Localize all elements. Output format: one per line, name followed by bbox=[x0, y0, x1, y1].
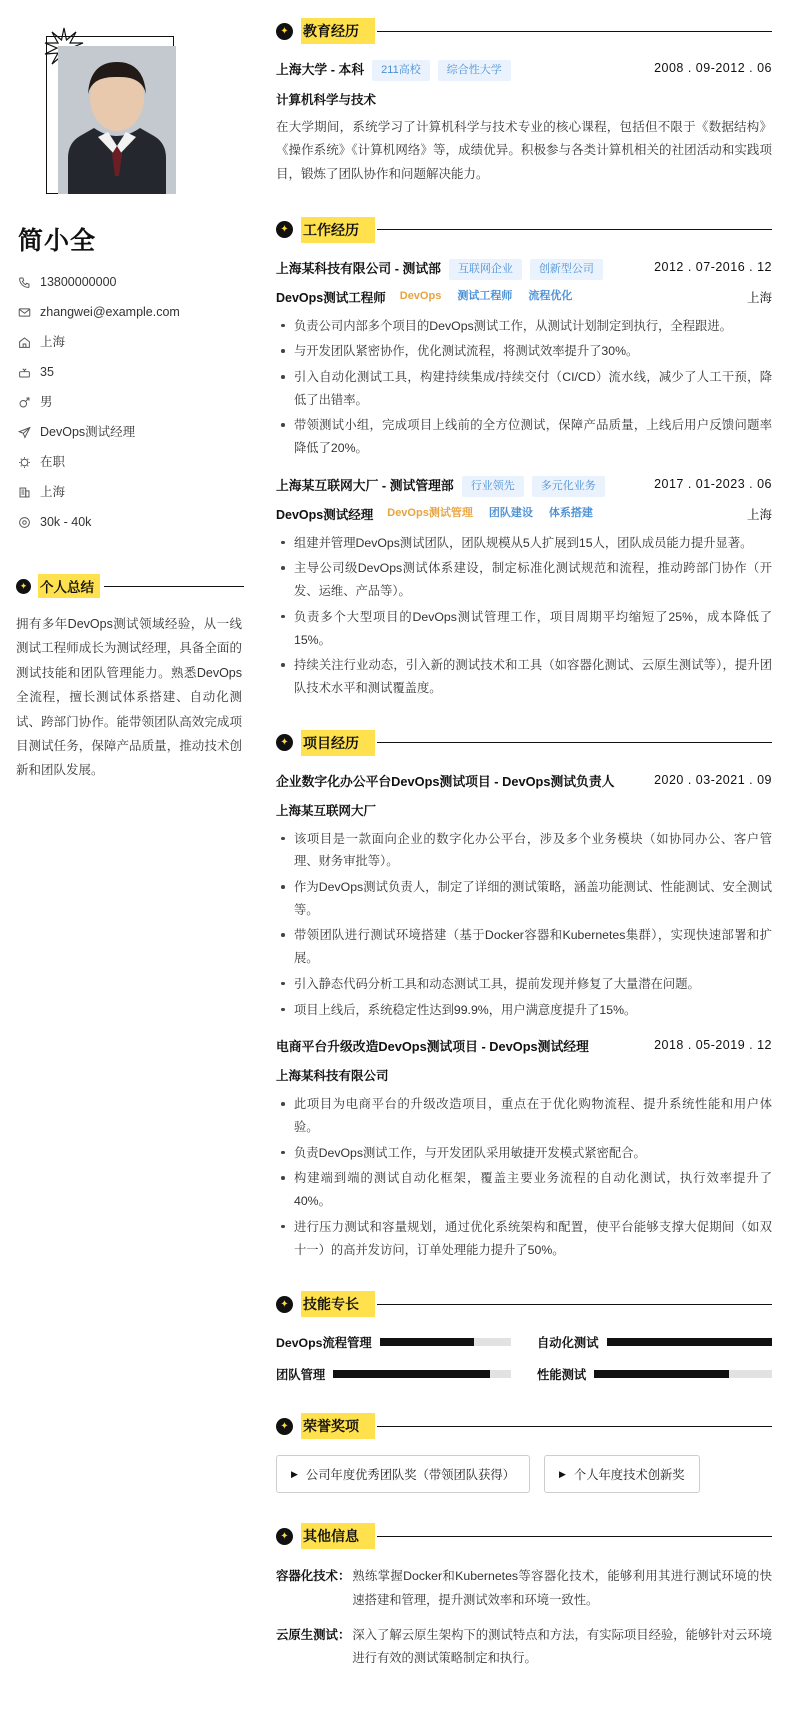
divider bbox=[377, 229, 772, 230]
list-item: 持续关注行业动态，引入新的测试技术和工具（如容器化测试、云原生测试等），提升团队技术水平和测试覆盖度。 bbox=[292, 654, 772, 699]
education-badge-icon: ✦ bbox=[276, 23, 293, 40]
tag: 行业领先 bbox=[462, 476, 524, 497]
contact-value: zhangwei@example.com bbox=[40, 305, 180, 319]
divider bbox=[377, 742, 772, 743]
other-item bbox=[276, 1565, 772, 1612]
contact-value: 13800000000 bbox=[40, 275, 117, 289]
section-projects bbox=[276, 730, 772, 1262]
section-header-skills bbox=[276, 1291, 772, 1317]
list-item: 进行压力测试和容量规划，通过优化系统架构和配置，使平台能够支撑大促期间（如双十一）的高并发访问，订单处理能力提升了50%。 bbox=[292, 1216, 772, 1261]
tag: 多元化业务 bbox=[532, 476, 605, 497]
project-entry bbox=[276, 1037, 772, 1261]
list-item: 引入自动化测试工具，构建持续集成/持续交付（CI/CD）流水线，减少了人工干预，降低了出错率。 bbox=[292, 366, 772, 411]
school-name: 上海大学 - 本科 bbox=[276, 62, 365, 78]
cake-icon bbox=[18, 366, 40, 379]
contact-item-salary bbox=[18, 515, 244, 530]
salary-icon bbox=[18, 516, 40, 529]
list-item: 引入静态代码分析工具和动态测试工具，提前发现并修复了大量潜在问题。 bbox=[292, 973, 772, 996]
other-value: 深入了解云原生架构下的测试特点和方法，有实际项目经验，能够针对云环境进行有效的测试策略制定和执行。 bbox=[352, 1628, 772, 1666]
list-item: 主导公司级DevOps测试体系建设，制定标准化测试规范和流程，推动跨部门协作（开发、运维、产品等）。 bbox=[292, 557, 772, 602]
skill-item bbox=[537, 1333, 772, 1351]
contact-item-status bbox=[18, 455, 244, 470]
mail-icon bbox=[18, 306, 40, 319]
skill-label: 自动化测试 bbox=[537, 1336, 599, 1351]
major: 计算机科学与技术 bbox=[276, 92, 377, 107]
skills-grid bbox=[276, 1333, 772, 1383]
tag: 211高校 bbox=[372, 60, 430, 81]
list-item: 负责公司内部多个项目的DevOps测试工作，从测试计划制定到执行，全程跟进。 bbox=[292, 315, 772, 338]
company-name: 上海某互联网大厂 - 测试管理部 bbox=[276, 478, 454, 494]
work-bullets bbox=[276, 315, 772, 460]
contact-value: 上海 bbox=[40, 485, 66, 499]
triangle-icon: ▶ bbox=[558, 1468, 566, 1479]
tag: 体系搭建 bbox=[548, 507, 593, 520]
honor-item bbox=[276, 1455, 530, 1493]
honor-item bbox=[544, 1455, 700, 1493]
section-header-honors bbox=[276, 1413, 772, 1439]
photo-block bbox=[36, 24, 186, 199]
summary-text: 拥有多年DevOps测试领域经验，从一线测试工程师成长为测试经理，具备全面的测试技能和团队管理能力。熟悉DevOps全流程，擅长测试体系搭建、自动化测试、跨部门协作。能带领团队高效完成项目测试任务，保障产品质量，推动技术创新和团队发展。 bbox=[16, 617, 242, 778]
work-badge-icon: ✦ bbox=[276, 221, 293, 238]
list-item: 构建端到端的测试自动化框架，覆盖主要业务流程的自动化测试，执行效率提升了40%。 bbox=[292, 1167, 772, 1212]
other-value: 熟练掌握Docker和Kubernetes等容器化技术，能够利用其进行测试环境的快速搭建和管理，提升测试效率和环境一致性。 bbox=[352, 1569, 772, 1607]
section-title: 个人总结 bbox=[38, 574, 100, 598]
job-location: 上海 bbox=[746, 507, 772, 522]
list-item: 带领测试小组，完成项目上线前的全方位测试，保障产品质量，上线后用户反馈问题率降低了20%。 bbox=[292, 414, 772, 459]
section-header-work bbox=[276, 217, 772, 243]
section-work bbox=[276, 217, 772, 700]
contact-item-email bbox=[18, 305, 244, 320]
honor-label: 个人年度技术创新奖 bbox=[573, 1468, 685, 1483]
section-header-other bbox=[276, 1523, 772, 1549]
main-content bbox=[262, 18, 794, 1731]
section-title: 工作经历 bbox=[301, 217, 375, 243]
divider bbox=[377, 1304, 772, 1305]
section-title: 教育经历 bbox=[301, 18, 375, 44]
tag: DevOps bbox=[399, 290, 442, 303]
section-title: 其他信息 bbox=[301, 1523, 375, 1549]
project-company: 上海某科技有限公司 bbox=[276, 1069, 389, 1084]
list-item: 此项目为电商平台的升级改造项目，重点在于优化购物流程、提升系统性能和用户体验。 bbox=[292, 1093, 772, 1138]
section-honors bbox=[276, 1413, 772, 1493]
skill-bar bbox=[607, 1338, 773, 1346]
list-item: 项目上线后，系统稳定性达到99.9%，用户满意度提升了15%。 bbox=[292, 999, 772, 1022]
section-title: 荣誉奖项 bbox=[301, 1413, 375, 1439]
job-role: DevOps测试经理 bbox=[276, 507, 374, 522]
work-entry bbox=[276, 476, 772, 700]
skill-item bbox=[276, 1333, 511, 1351]
tag: 综合性大学 bbox=[438, 60, 511, 81]
honors-badge-icon: ✦ bbox=[276, 1418, 293, 1435]
skill-bar-fill bbox=[333, 1370, 489, 1378]
gender-icon bbox=[18, 396, 40, 409]
contact-item-workplace bbox=[18, 485, 244, 500]
contact-value: DevOps测试经理 bbox=[40, 425, 136, 439]
job-role: DevOps测试工程师 bbox=[276, 290, 386, 305]
list-item: 负责多个大型项目的DevOps测试管理工作，项目周期平均缩短了25%，成本降低了15%。 bbox=[292, 606, 772, 651]
triangle-icon: ▶ bbox=[291, 1468, 298, 1479]
skill-bar-fill bbox=[607, 1338, 773, 1346]
education-description: 在大学期间，系统学习了计算机科学与技术专业的核心课程，包括但不限于《数据结构》《操作系统》《计算机网络》等，成绩优异。积极参与各类计算机相关的社团活动和实践项目，锻炼了团队协作和问题解决能力。 bbox=[276, 119, 772, 182]
project-entry bbox=[276, 772, 772, 1022]
tag: 流程优化 bbox=[528, 290, 573, 303]
projects-badge-icon: ✦ bbox=[276, 734, 293, 751]
skill-bar bbox=[333, 1370, 511, 1378]
divider bbox=[377, 31, 772, 32]
list-item: 与开发团队紧密协作，优化测试流程，将测试效率提升了30%。 bbox=[292, 340, 772, 363]
tag: DevOps测试管理 bbox=[387, 507, 473, 520]
tag: 测试工程师 bbox=[457, 290, 513, 303]
section-skills bbox=[276, 1291, 772, 1383]
contact-value: 男 bbox=[40, 395, 53, 409]
education-entry bbox=[276, 60, 772, 187]
divider bbox=[377, 1536, 772, 1537]
contact-item-age bbox=[18, 365, 244, 380]
contact-value: 30k - 40k bbox=[40, 515, 92, 529]
skill-bar bbox=[594, 1370, 772, 1378]
work-entry bbox=[276, 259, 772, 460]
project-title: 企业数字化办公平台DevOps测试项目 - DevOps测试负责人 bbox=[276, 773, 615, 789]
date-range: 2018 . 05-2019 . 12 bbox=[654, 1038, 772, 1053]
project-title: 电商平台升级改造DevOps测试项目 - DevOps测试经理 bbox=[276, 1039, 589, 1055]
project-bullets bbox=[276, 1093, 772, 1261]
skill-item bbox=[537, 1365, 772, 1383]
contact-item-position bbox=[18, 425, 244, 440]
home-icon bbox=[18, 336, 40, 349]
section-education bbox=[276, 18, 772, 187]
skill-item bbox=[276, 1365, 511, 1383]
status-icon bbox=[18, 456, 40, 469]
building-icon bbox=[18, 486, 40, 499]
divider bbox=[104, 586, 244, 587]
contact-value: 在职 bbox=[40, 455, 66, 469]
honor-label: 公司年度优秀团队奖（带领团队获得） bbox=[305, 1468, 515, 1483]
contact-item-city bbox=[18, 335, 244, 350]
project-bullets bbox=[276, 828, 772, 1022]
contact-item-gender bbox=[18, 395, 244, 410]
section-title: 技能专长 bbox=[301, 1291, 375, 1317]
tag: 创新型公司 bbox=[530, 259, 603, 280]
list-item: 作为DevOps测试负责人，制定了详细的测试策略，涵盖功能测试、性能测试、安全测试等。 bbox=[292, 876, 772, 921]
skill-bar-fill bbox=[380, 1338, 475, 1346]
section-title: 项目经历 bbox=[301, 730, 375, 756]
tag: 互联网企业 bbox=[449, 259, 522, 280]
list-item: 带领团队进行测试环境搭建（基于Docker容器和Kubernetes集群），实现快速部署和扩展。 bbox=[292, 924, 772, 969]
section-header-projects bbox=[276, 730, 772, 756]
work-bullets bbox=[276, 532, 772, 700]
skill-bar bbox=[380, 1338, 511, 1346]
skill-label: DevOps流程管理 bbox=[276, 1336, 372, 1351]
paperplane-icon bbox=[18, 426, 40, 439]
other-badge-icon: ✦ bbox=[276, 1528, 293, 1545]
contact-value: 上海 bbox=[40, 335, 66, 349]
divider bbox=[377, 1426, 772, 1427]
phone-icon bbox=[18, 276, 40, 289]
date-range: 2008 . 09-2012 . 06 bbox=[654, 61, 772, 75]
other-key: 云原生测试： bbox=[276, 1628, 351, 1643]
summary-badge-icon: ✦ bbox=[16, 579, 31, 594]
page-title: 简小全 bbox=[18, 227, 97, 255]
list-item: 组建并管理DevOps测试团队，团队规模从5人扩展到15人，团队成员能力提升显著。 bbox=[292, 532, 772, 555]
job-location: 上海 bbox=[746, 290, 772, 305]
sidebar bbox=[0, 18, 262, 1731]
date-range: 2020 . 03-2021 . 09 bbox=[654, 772, 772, 787]
contact-value: 35 bbox=[40, 365, 54, 379]
list-item: 负责DevOps测试工作，与开发团队采用敏捷开发模式紧密配合。 bbox=[292, 1142, 772, 1165]
skill-bar-fill bbox=[594, 1370, 729, 1378]
date-range: 2012 . 07-2016 . 12 bbox=[654, 259, 772, 274]
date-range: 2017 . 01-2023 . 06 bbox=[654, 476, 772, 491]
section-header-education bbox=[276, 18, 772, 44]
other-key: 容器化技术： bbox=[276, 1569, 351, 1584]
list-item: 该项目是一款面向企业的数字化办公平台，涉及多个业务模块（如协同办公、客户管理、财务审批等）。 bbox=[292, 828, 772, 873]
project-company: 上海某互联网大厂 bbox=[276, 803, 377, 818]
section-other bbox=[276, 1523, 772, 1670]
skills-badge-icon: ✦ bbox=[276, 1296, 293, 1313]
avatar bbox=[58, 46, 176, 194]
company-name: 上海某科技有限公司 - 测试部 bbox=[276, 261, 441, 277]
honors-list bbox=[276, 1455, 772, 1493]
section-header-summary bbox=[16, 574, 244, 598]
other-item bbox=[276, 1624, 772, 1671]
skill-label: 团队管理 bbox=[276, 1368, 326, 1383]
tag: 团队建设 bbox=[488, 507, 533, 520]
contact-list bbox=[18, 275, 244, 530]
skill-label: 性能测试 bbox=[537, 1368, 587, 1383]
contact-item-phone bbox=[18, 275, 244, 290]
